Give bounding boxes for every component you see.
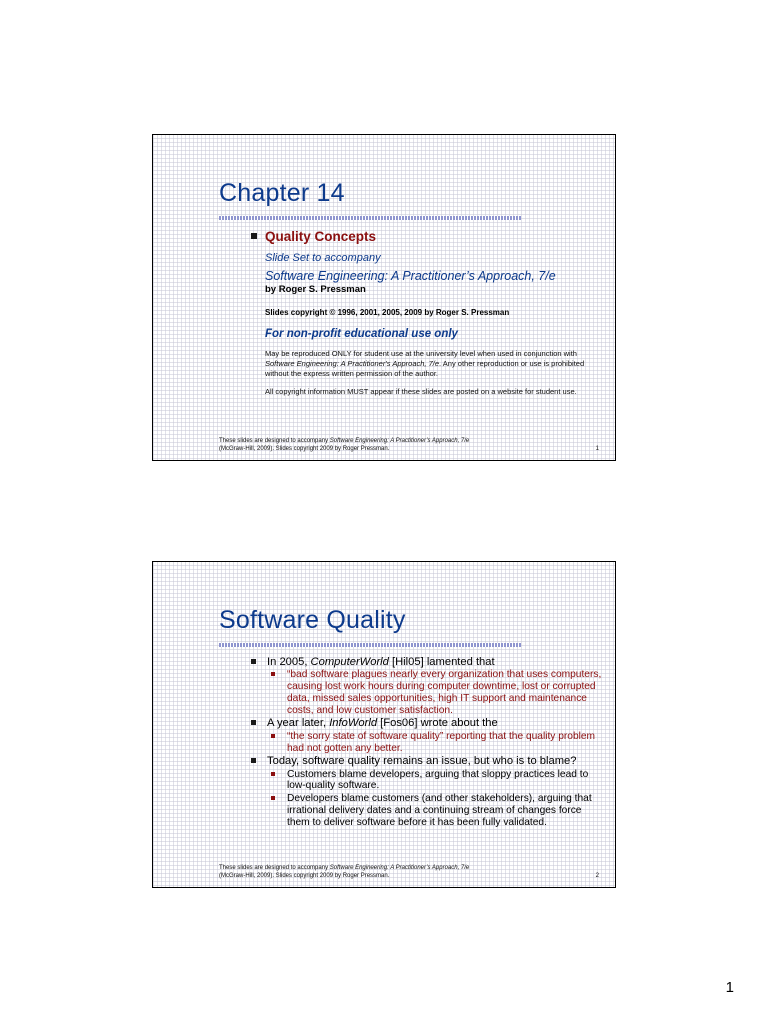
slide-2 (152, 561, 616, 888)
copyright-line: Slides copyright © 1996, 2001, 2005, 2009 by Roger S. Pressman (265, 308, 510, 317)
bullet-square-icon (251, 659, 256, 664)
footer-line-1: These slides are designed to accompany Software Engineering: A Practitioner’s Approach, 7/e (219, 438, 470, 444)
bullet-square-icon (271, 796, 275, 800)
slide-number: 1 (595, 446, 599, 452)
attribution-block (265, 251, 591, 397)
slide-title: Chapter 14 (219, 179, 345, 207)
bullet-heading: Quality Concepts (265, 229, 377, 244)
footer-line-2: (McGraw-Hill, 2009). Slides copyright 2009 by Roger Pressman. (219, 873, 390, 879)
bullet-item: In 2005, ComputerWorld [Hil05] lamented that (251, 656, 603, 668)
slide-footer (219, 437, 599, 453)
bullet-square-icon (251, 720, 256, 725)
bullet-item: Today, software quality remains an issue, but who is to blame? (251, 755, 603, 767)
bullet-square-icon (271, 672, 275, 676)
slide-title: Software Quality (219, 606, 406, 634)
slide-footer (219, 864, 599, 880)
author-line: by Roger S. Pressman (265, 284, 366, 295)
bullet-square-icon (271, 772, 275, 776)
book-title-line: Software Engineering: A Practitioner’s Approach, 7/e (265, 269, 556, 283)
website-notice: All copyright information MUST appear if these slides are posted on a website for student use. (265, 387, 577, 396)
footer-line-1: These slides are designed to accompany Software Engineering: A Practitioner’s Approach, 7/e (219, 865, 470, 871)
slide-body (251, 228, 591, 397)
bullet-item (251, 228, 591, 246)
slide-set-line: Slide Set to accompany (265, 252, 381, 264)
bullet-square-icon (251, 233, 257, 239)
footer-line-2: (McGraw-Hill, 2009). Slides copyright 2009 by Roger Pressman. (219, 446, 390, 452)
sub-bullet-item: Customers blame developers, arguing that sloppy practices lead to low-quality software. (271, 769, 603, 793)
slide-1 (152, 134, 616, 461)
nonprofit-line: For non-profit educational use only (265, 328, 458, 340)
page-number: 1 (725, 979, 734, 996)
bullet-square-icon (251, 758, 256, 763)
sub-bullet-item: “bad software plagues nearly every organization that uses computers, causing lost work hours during computer downtime, lost or corrupted data, missed sales opportunities, high IT support and maintenance costs, and low customer satisfaction. (271, 669, 603, 716)
bullet-square-icon (271, 734, 275, 738)
sub-bullet-item: Developers blame customers (and other stakeholders), arguing that irrational delivery dates and a continuing stream of changes force them to deliver software before it has been fully validated. (271, 793, 603, 828)
reproduction-notice: May be reproduced ONLY for student use at the university level when used in conjunction with Software Engineering: A Practitioner's Approach, 7/e. Any other reproduction or use is prohibited without the express written permission of the author. (265, 349, 585, 378)
title-divider (219, 216, 521, 220)
slide-number: 2 (595, 873, 599, 879)
bullet-item: A year later, InfoWorld [Fos06] wrote about the (251, 717, 603, 729)
sub-bullet-item: “the sorry state of software quality” reporting that the quality problem had not gotten any better. (271, 731, 603, 755)
slide-body (251, 656, 603, 830)
title-divider (219, 643, 521, 647)
